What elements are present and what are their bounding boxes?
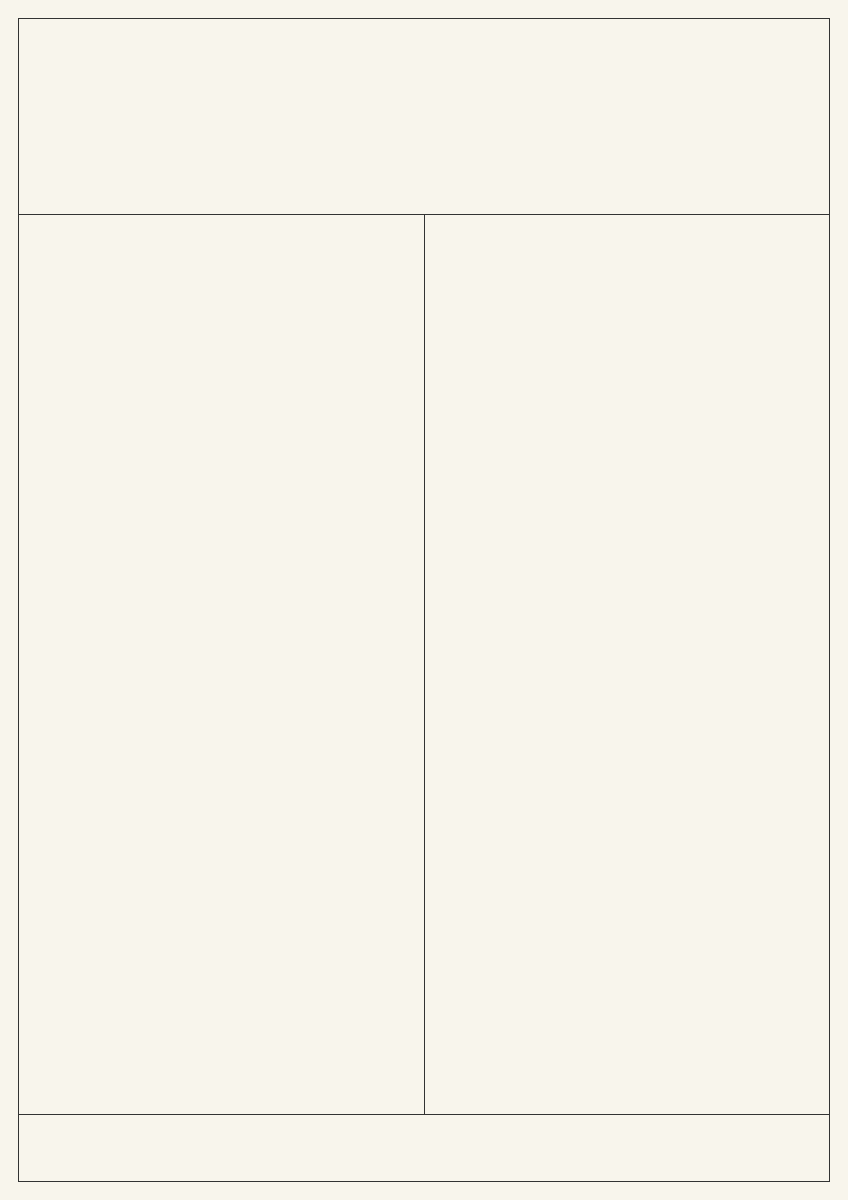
column-divider — [424, 214, 425, 1114]
footer-divider — [18, 1114, 830, 1115]
